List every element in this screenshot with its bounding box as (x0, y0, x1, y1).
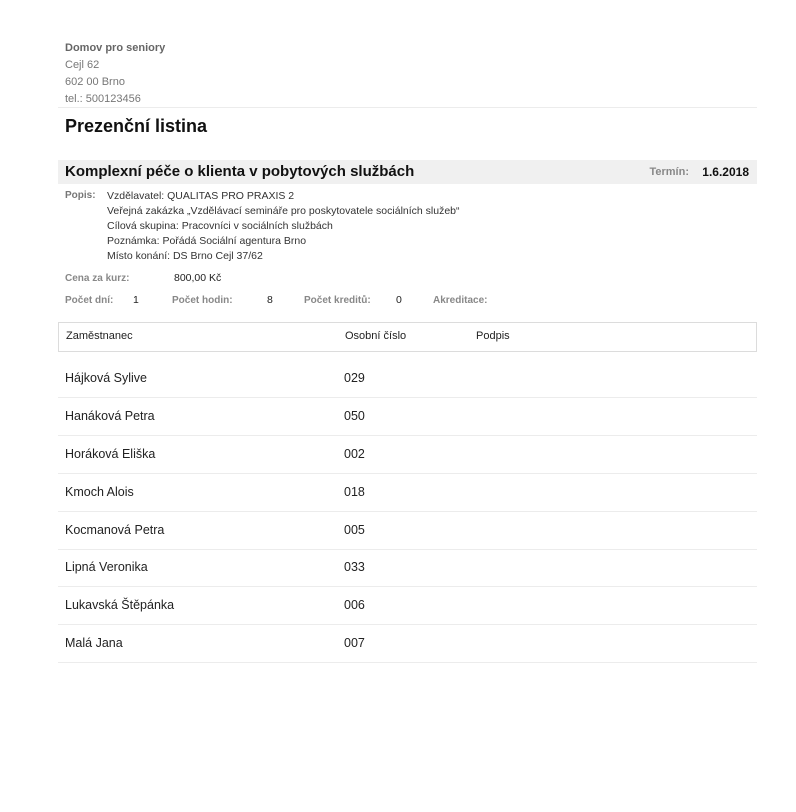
description-label: Popis: (65, 190, 96, 201)
employee-name: Hájková Sylive (65, 371, 147, 385)
organization-name: Domov pro seniory (65, 42, 166, 54)
table-row (58, 359, 757, 398)
description-line: Veřejná zakázka „Vzdělávací semináře pro poskytovatele sociálních služeb“ (107, 205, 460, 217)
column-header-personal-number: Osobní číslo (345, 330, 407, 342)
column-header-signature: Podpis (476, 330, 510, 342)
employee-name: Hanáková Petra (65, 409, 155, 423)
course-name: Komplexní péče o klienta v pobytových službách (65, 163, 415, 180)
organization-street: Cejl 62 (65, 59, 100, 71)
table-row (58, 624, 757, 663)
days-value: 1 (133, 294, 139, 306)
page-title: Prezenční listina (65, 116, 208, 136)
description-line: Místo konání: DS Brno Cejl 37/62 (107, 250, 263, 262)
hours-label: Počet hodin: (172, 295, 233, 306)
personal-number: 029 (344, 371, 365, 385)
employee-name: Lukavská Štěpánka (65, 598, 175, 612)
term-label: Termín: (649, 166, 689, 178)
hours-value: 8 (267, 294, 273, 306)
organization-phone: tel.: 500123456 (65, 93, 141, 105)
personal-number: 007 (344, 636, 365, 650)
employee-name: Horáková Eliška (65, 447, 156, 461)
table-row (58, 548, 757, 587)
personal-number: 006 (344, 598, 365, 612)
description-text (107, 189, 460, 264)
personal-number: 005 (344, 523, 365, 537)
column-header-employee: Zaměstnanec (66, 330, 133, 342)
term-value: 1.6.2018 (702, 165, 749, 179)
table-row (58, 586, 757, 625)
employee-name: Malá Jana (65, 636, 123, 650)
table-header (58, 322, 757, 352)
personal-number: 033 (344, 560, 365, 574)
table-row (58, 397, 757, 436)
table-row (58, 435, 757, 474)
organization-city: 602 00 Brno (65, 76, 125, 88)
employee-name: Kocmanová Petra (65, 523, 165, 537)
course-header (58, 160, 757, 184)
description-line: Cílová skupina: Pracovníci v sociálních službách (107, 220, 333, 232)
personal-number: 018 (344, 485, 365, 499)
credits-label: Počet kreditů: (304, 295, 371, 306)
credits-value: 0 (396, 294, 402, 306)
price-label: Cena za kurz: (65, 273, 130, 284)
description-line: Poznámka: Pořádá Sociální agentura Brno (107, 235, 307, 247)
table-row (58, 473, 757, 512)
employee-name: Lipná Veronika (65, 560, 148, 574)
price-value: 800,00 Kč (174, 272, 222, 284)
accreditation-label: Akreditace: (433, 295, 488, 306)
employee-name: Kmoch Alois (65, 485, 134, 499)
organization-header (65, 40, 165, 108)
days-label: Počet dní: (65, 295, 114, 306)
table-row (58, 511, 757, 550)
personal-number: 002 (344, 447, 365, 461)
description-line: Vzdělavatel: QUALITAS PRO PRAXIS 2 (107, 190, 295, 202)
header-divider (58, 107, 757, 108)
personal-number: 050 (344, 409, 365, 423)
